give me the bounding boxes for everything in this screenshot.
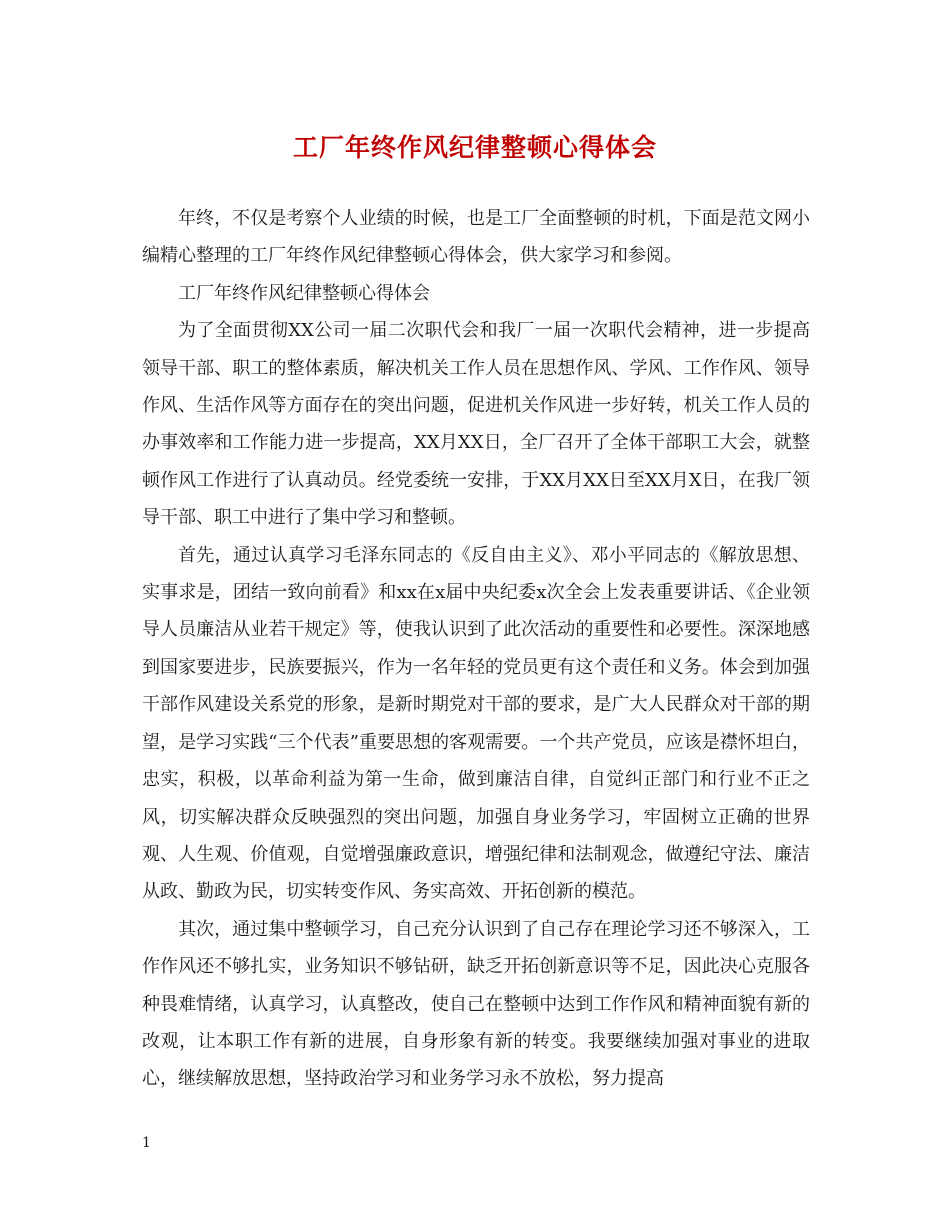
paragraph-second: 其次，通过集中整顿学习，自己充分认识到了自己存在理论学习还不够深入，工作作风还不够扎实，业务知识不够钻研，缺乏开拓创新意识等不足，因此决心克服各种畏难情绪，认真学习，认真整改，使自己在整顿中达到工作作风和精神面貌有新的改观，让本职工作有新的进展，自身形象有新的转变。我要继续加强对事业的进取心，继续解放思想，坚持政治学习和业务学习永不放松，努力提高 [142, 918, 810, 1090]
paragraph-intro: 年终，不仅是考察个人业绩的时候，也是工厂全面整顿的时机，下面是范文网小编精心整理的工厂年终作风纪律整顿心得体会，供大家学习和参阅。 [142, 208, 810, 267]
document-body [142, 200, 810, 1098]
paragraph-first: 首先，通过认真学习毛泽东同志的《反自由主义》、邓小平同志的《解放思想、实事求是，团结一致向前看》和xx在x届中央纪委x次全会上发表重要讲话、《企业领导人员廉洁从业若干规定》等，使我认识到了此次活动的重要性和必要性。深深地感到国家要进步，民族要振兴，作为一名年轻的党员更有这个责任和义务。体会到加强干部作风建设关系党的形象，是新时期党对干部的要求，是广大人民群众对干部的期望，是学习实践“三个代表”重要思想的客观需要。一个共产党员，应该是襟怀坦白，忠实，积极，以革命利益为第一生命，做到廉洁自律，自觉纠正部门和行业不正之风，切实解决群众反映强烈的突出问题，加强自身业务学习，牢固树立正确的世界观、人生观、价值观，自觉增强廉政意识，增强纪律和法制观念，做遵纪守法、廉洁从政、勤政为民，切实转变作风、务实高效、开拓创新的模范。 [142, 544, 810, 903]
document-title: 工厂年终作风纪律整顿心得体会 [292, 133, 657, 162]
paragraph-background: 为了全面贯彻XX公司一届二次职代会和我厂一届一次职代会精神，进一步提高领导干部、职工的整体素质，解决机关工作人员在思想作风、学风、工作作风、领导作风、生活作风等方面存在的突出问题，促进机关作风进一步好转，机关工作人员的办事效率和工作能力进一步提高，XX月XX日，全厂召开了全体干部职工大会，就整顿作风工作进行了认真动员。经党委统一安排，于XX月XX日至XX月X日，在我厂领导干部、职工中进行了集中学习和整顿。 [142, 320, 810, 529]
paragraph-subtitle: 工厂年终作风纪律整顿心得体会 [178, 282, 430, 304]
page-number: 1 [142, 1135, 151, 1151]
